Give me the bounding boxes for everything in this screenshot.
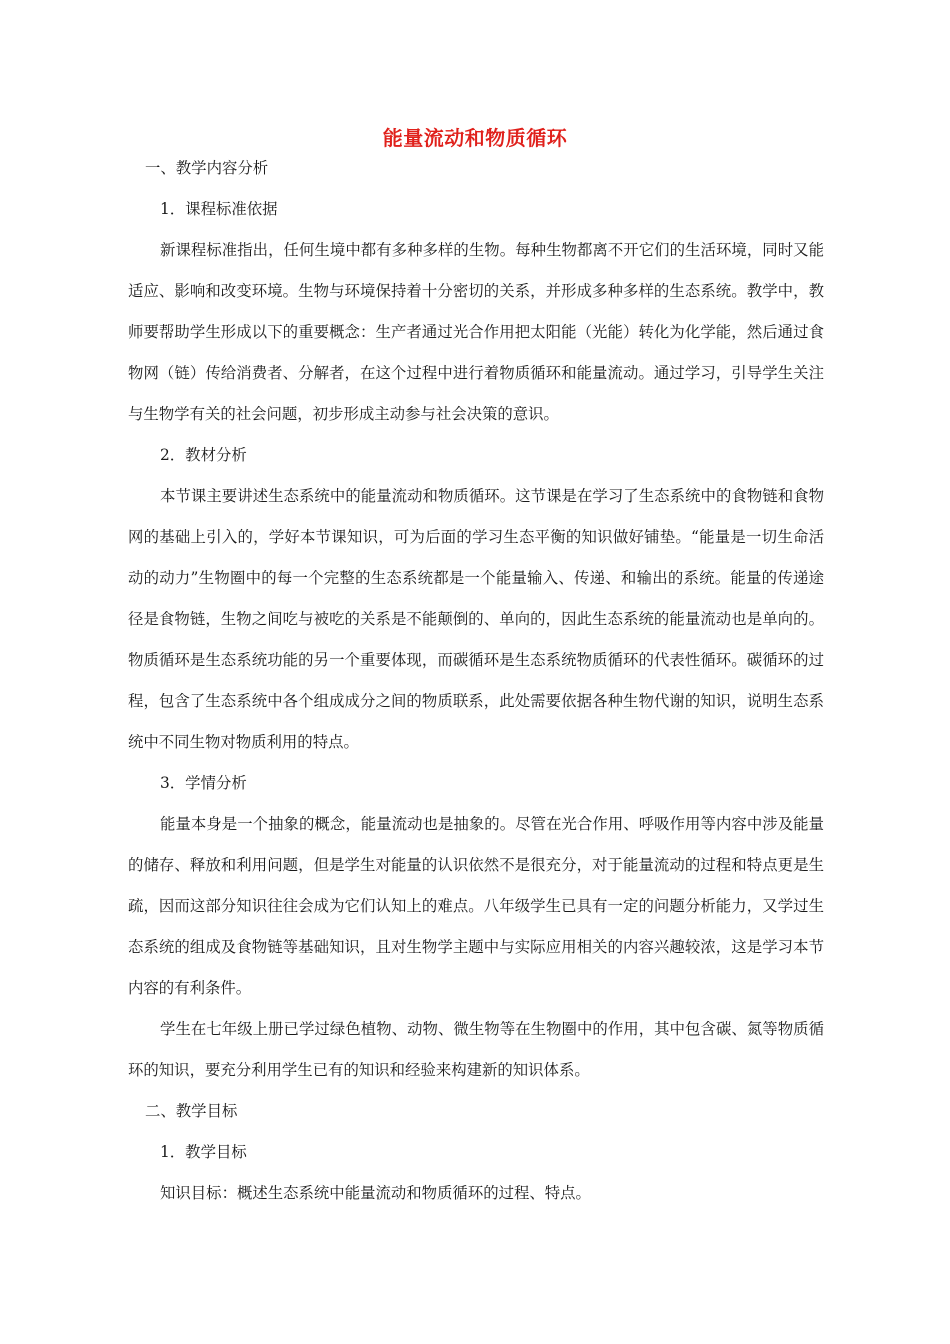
subsection-heading-textbook-analysis: 2．教材分析 [160, 446, 247, 464]
section-heading-content-analysis: 一、教学内容分析 [145, 159, 269, 177]
document-body [128, 148, 824, 1214]
section-heading-teaching-goals: 二、教学目标 [145, 1102, 238, 1120]
paragraph-prior-knowledge: 学生在七年级上册已学过绿色植物、动物、微生物等在生物圈中的作用，其中包含碳、氮等物质循环的知识，要充分利用学生已有的知识和经验来构建新的知识体系。 [128, 1020, 824, 1079]
paragraph-curriculum-standard: 新课程标准指出，任何生境中都有多种多样的生物。每种生物都离不开它们的生活环境，同时又能适应、影响和改变环境。生物与环境保持着十分密切的关系，并形成多种多样的生态系统。教学中，教师要帮助学生形成以下的重要概念：生产者通过光合作用把太阳能（光能）转化为化学能，然后通过食物网（链）传给消费者、分解者，在这个过程中进行着物质循环和能量流动。通过学习，引导学生关注与生物学有关的社会问题，初步形成主动参与社会决策的意识。 [128, 241, 824, 423]
knowledge-goal-line: 知识目标：概述生态系统中能量流动和物质循环的过程、特点。 [160, 1184, 591, 1202]
document-title: 能量流动和物质循环 [382, 126, 568, 150]
paragraph-textbook-analysis: 本节课主要讲述生态系统中的能量流动和物质循环。这节课是在学习了生态系统中的食物链和食物网的基础上引入的，学好本节课知识，可为后面的学习生态平衡的知识做好铺垫。“能量是一切生命活动的动力”生物圈中的每一个完整的生态系统都是一个能量输入、传递、和输出的系统。能量的传递途径是食物链，生物之间吃与被吃的关系是不能颠倒的、单向的，因此生态系统的能量流动也是单向的。物质循环是生态系统功能的另一个重要体现，而碳循环是生态系统物质循环的代表性循环。碳循环的过程，包含了生态系统中各个组成成分之间的物质联系，此处需要依据各种生物代谢的知识，说明生态系统中不同生物对物质利用的特点。 [128, 487, 824, 751]
subsection-heading-curriculum-standard: 1．课程标准依据 [160, 200, 278, 218]
subsection-heading-teaching-goals: 1．教学目标 [160, 1143, 247, 1161]
paragraph-student-analysis: 能量本身是一个抽象的概念，能量流动也是抽象的。尽管在光合作用、呼吸作用等内容中涉及能量的储存、释放和利用问题，但是学生对能量的认识依然不是很充分，对于能量流动的过程和特点更是生疏，因而这部分知识往往会成为它们认知上的难点。八年级学生已具有一定的问题分析能力，又学过生态系统的组成及食物链等基础知识，且对生物学主题中与实际应用相关的内容兴趣较浓，这是学习本节内容的有利条件。 [128, 815, 824, 997]
subsection-heading-student-analysis: 3．学情分析 [160, 774, 247, 792]
